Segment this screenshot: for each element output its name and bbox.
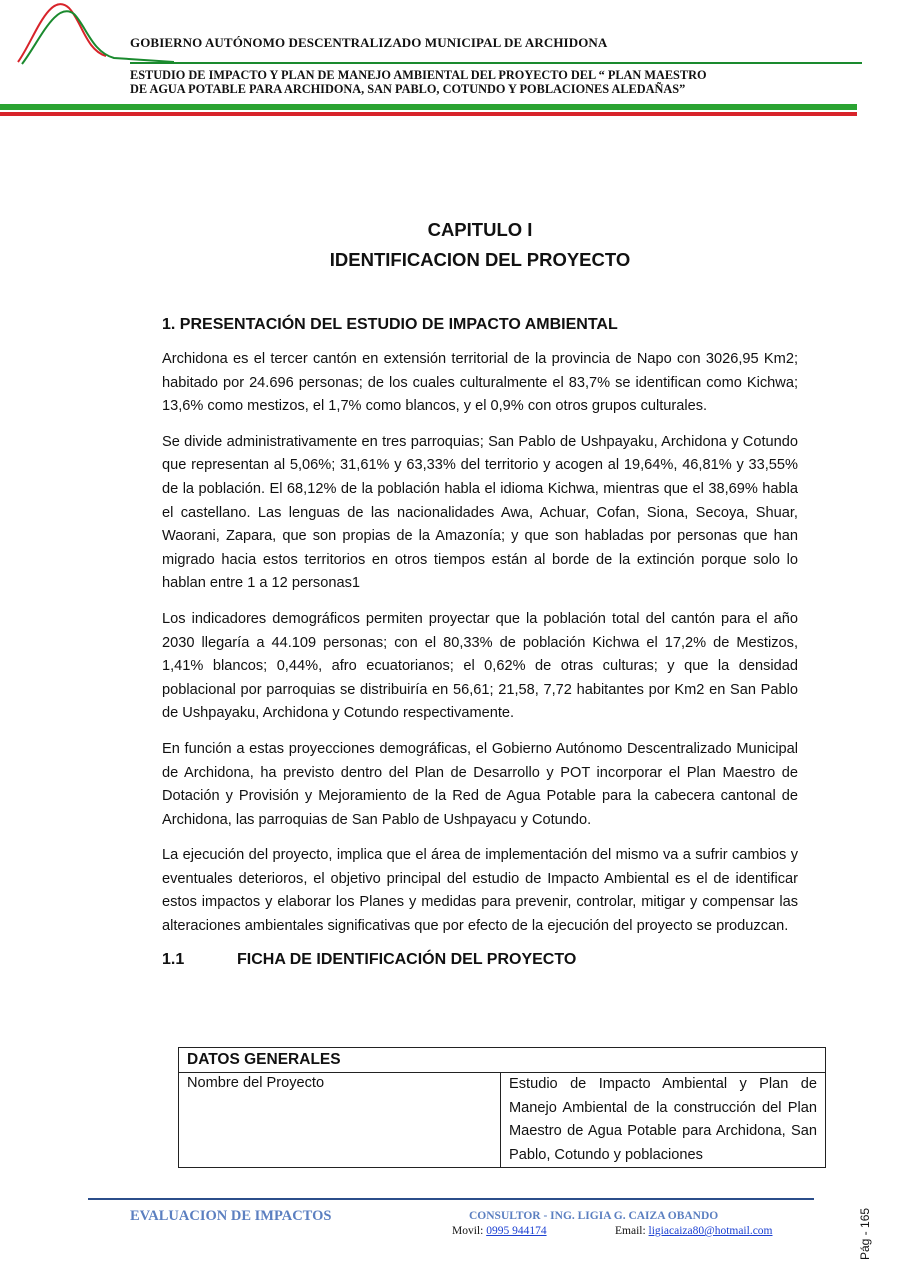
table-row [179, 1073, 826, 1168]
email-link[interactable]: ligiacaiza80@hotmail.com [648, 1225, 773, 1237]
phone-label: Movil: [452, 1225, 487, 1237]
chapter-number: CAPITULO I [427, 219, 533, 240]
study-title-line2: DE AGUA POTABLE PARA ARCHIDONA, SAN PABLO, COTUNDO Y POBLACIONES ALEDAÑAS” [130, 82, 686, 96]
footer-phone [452, 1225, 547, 1237]
footer-consultant: CONSULTOR - ING. LIGIA G. CAIZA OBANDO [469, 1210, 719, 1222]
header-rule [130, 62, 862, 64]
page-number: Pág - 165 [858, 1207, 872, 1260]
table-header-row [179, 1048, 826, 1073]
table-header: DATOS GENERALES [179, 1048, 826, 1073]
paragraph-1: Archidona es el tercer cantón en extensión territorial de la provincia de Napo con 3026,95 Km2; habitado por 24.696 personas; de los cuales culturalmente el 83,7% se identifican como Kichwa; 13,6% como mestizos, el 1,7% como blancos, y el 0,9% con otros grupos culturales. [162, 351, 798, 415]
project-id-table [178, 1047, 826, 1168]
subsection-number: 1.1 [162, 950, 185, 968]
phone-link[interactable]: 0995 944174 [486, 1225, 547, 1237]
section-heading: 1. PRESENTACIÓN DEL ESTUDIO DE IMPACTO AMBIENTAL [162, 316, 618, 333]
footer-rule [88, 1198, 814, 1200]
subsection-title: FICHA DE IDENTIFICACIÓN DEL PROYECTO [237, 950, 577, 968]
header-band-red [0, 112, 857, 116]
project-name-value: Estudio de Impacto Ambiental y Plan de Manejo Ambiental de la construcción del Plan Maestro de Agua Potable para Archidona, San Pablo, Cotundo y poblaciones [501, 1073, 826, 1168]
study-title-line1: ESTUDIO DE IMPACTO Y PLAN DE MANEJO AMBIENTAL DEL PROYECTO DEL “ PLAN MAESTRO [130, 68, 707, 82]
paragraph-5: La ejecución del proyecto, implica que el área de implementación del mismo va a sufrir cambios y eventuales deterioros, el objetivo principal del estudio de Impacto Ambiental es el de identificar estos impactos y elaborar los Planes y medidas para prevenir, controlar, mitigar y compensar las alteraciones ambientales significativas que por efecto de la ejecución del proyecto se produzcan. [162, 847, 798, 935]
project-name-label: Nombre del Proyecto [179, 1073, 501, 1168]
email-label: Email: [615, 1225, 649, 1237]
institution-name: GOBIERNO AUTÓNOMO DESCENTRALIZADO MUNICIPAL DE ARCHIDONA [130, 35, 608, 50]
header-band-green [0, 104, 857, 110]
footer-section-name: EVALUACION DE IMPACTOS [130, 1208, 332, 1224]
chapter-title: IDENTIFICACION DEL PROYECTO [329, 249, 631, 270]
subsection-heading [162, 951, 798, 969]
paragraph-2: Se divide administrativamente en tres parroquias; San Pablo de Ushpayaku, Archidona y Cotundo que representan al 5,06%; 31,61% y 63,33% del territorio y acogen al 19,64%, 46,81% y 33,55% de la población. El 68,12% de la población habla el idioma Kichwa, mientras que el 38,69% habla el castellano. Las lenguas de las nacionalidades Awa, Achuar, Cofan, Siona, Secoya, Shuar, Waorani, Zapara, que son propias de la Amazonía; y que son habladas por personas que han migrado hacia estos territorios en otros tiempos están al borde de la extinción porque solo lo hablan entre 1 a 12 personas1 [162, 433, 798, 592]
paragraph-4: En función a estas proyecciones demográficas, el Gobierno Autónomo Descentralizado Municipal de Archidona, ha previsto dentro del Plan de Desarrollo y POT incorporar el Plan Maestro de Dotación y Provisión y Mejoramiento de la Red de Agua Potable para la cabecera cantonal de Archidona, las parroquias de San Pablo de Ushpayacu y Cotundo. [162, 740, 798, 828]
paragraph-3: Los indicadores demográficos permiten proyectar que la población total del cantón para el año 2030 llegaría a 44.109 personas; con el 80,33% de población Kichwa el 17,2% de Mestizos, 1,41% blancos; 0,44%, afro ecuatorianos; el 0,62% de otras culturas; y que la densidad poblacional por parroquias se distribuiría en 56,61; 21,58, 7,72 habitantes por Km2 en San Pablo de Ushpayaku, Archidona y Cotundo respectivamente. [162, 610, 798, 722]
footer-email [615, 1225, 773, 1237]
main-content [162, 316, 798, 969]
study-title [130, 68, 850, 96]
